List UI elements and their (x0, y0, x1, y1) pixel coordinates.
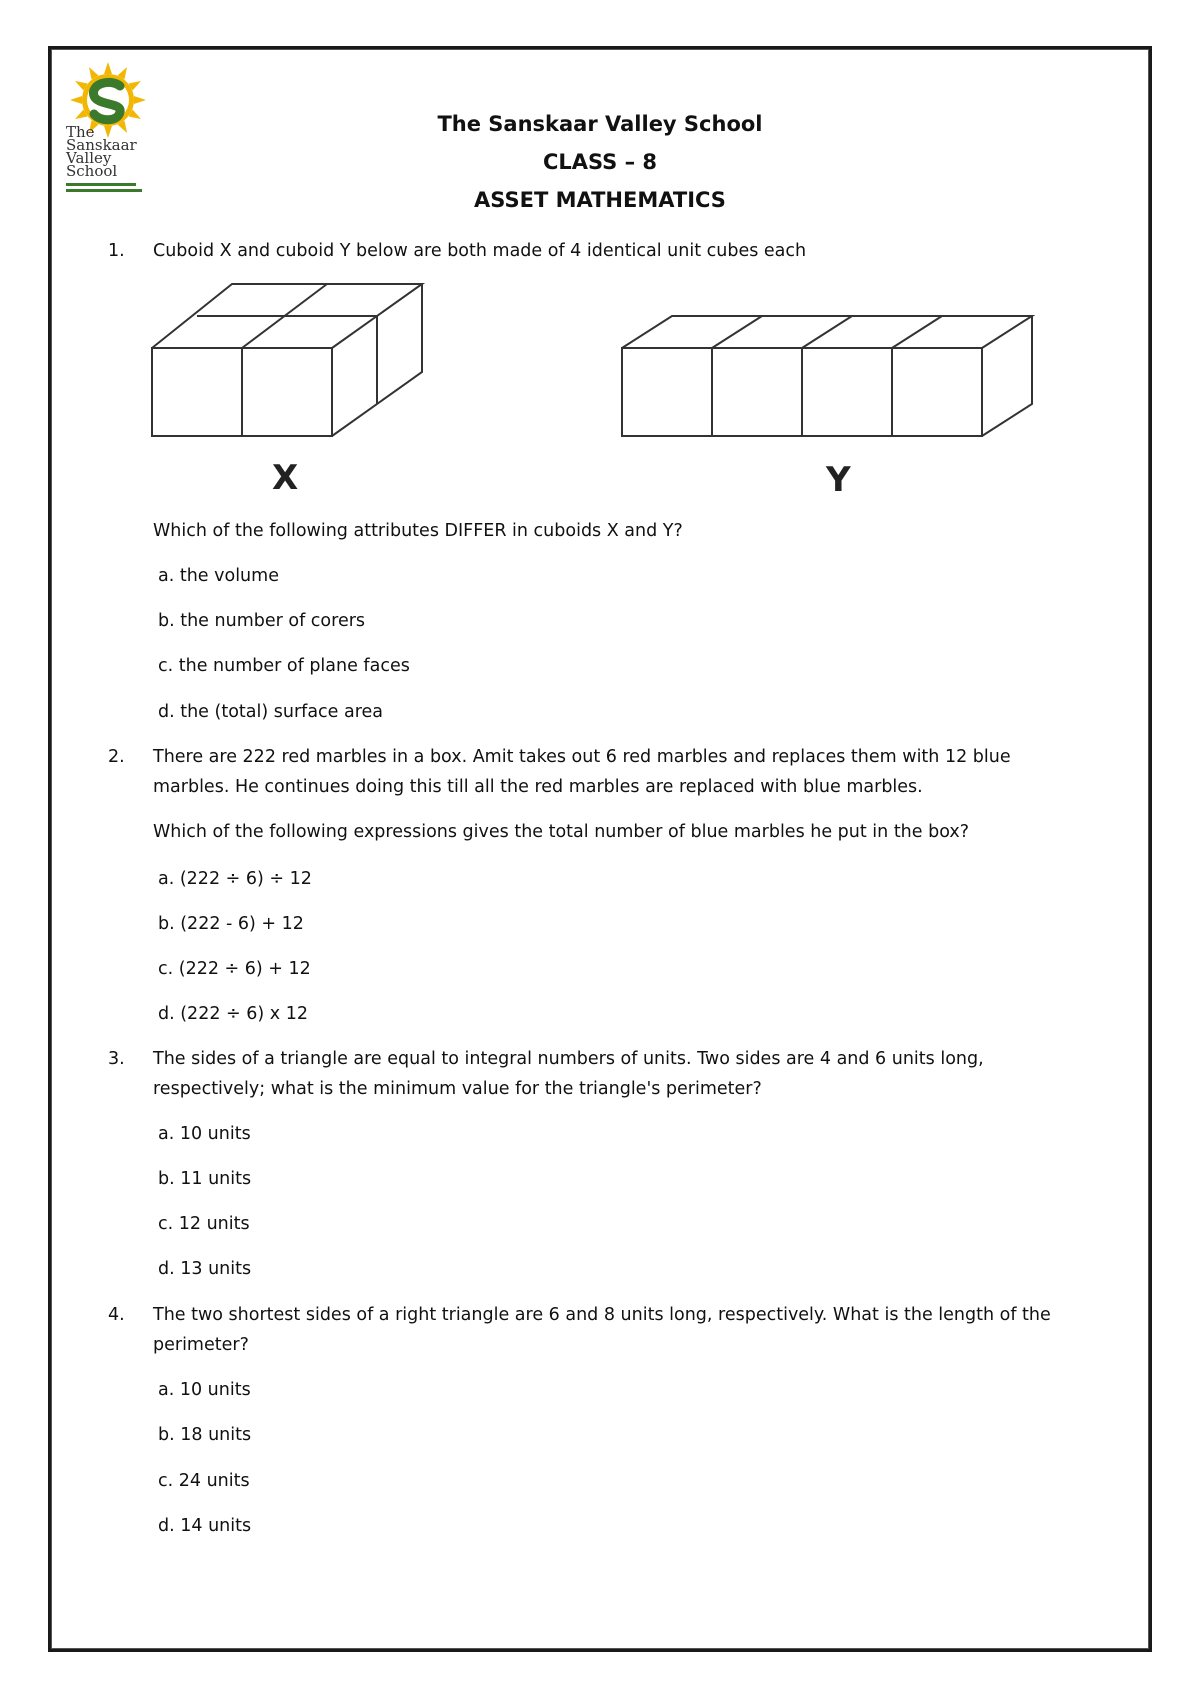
answer-option: c. 24 units (158, 1471, 250, 1491)
logo-line: Sanskaar (66, 136, 137, 154)
answer-option: a. 10 units (158, 1124, 251, 1144)
question-prompt: Which of the following attributes DIFFER in cuboids X and Y? (153, 521, 683, 541)
question-prompt: Which of the following expressions gives the total number of blue marbles he put in the box? (153, 822, 970, 842)
question-text-line: The two shortest sides of a right triangle are 6 and 8 units long, respectively. What is the length of the (153, 1305, 1051, 1325)
answer-option: a. the volume (158, 566, 279, 586)
logo-line: Valley (66, 149, 112, 167)
answer-option: d. (222 ÷ 6) x 12 (158, 1004, 308, 1024)
logo-line: The (66, 123, 95, 141)
logo-line: School (66, 162, 118, 180)
question-text-line: perimeter? (153, 1335, 249, 1355)
question-number: 3. (108, 1049, 125, 1069)
answer-option: b. (222 - 6) + 12 (158, 914, 304, 934)
question-number: 1. (108, 241, 125, 261)
answer-option: b. 11 units (158, 1169, 252, 1189)
answer-option: c. 12 units (158, 1214, 250, 1234)
school-title: The Sanskaar Valley School (437, 112, 763, 136)
answer-option: a. (222 ÷ 6) ÷ 12 (158, 869, 312, 889)
question-text-line: respectively; what is the minimum value for the triangle's perimeter? (153, 1079, 762, 1099)
answer-option: c. (222 ÷ 6) + 12 (158, 959, 311, 979)
question-text-line: marbles. He continues doing this till all the red marbles are replaced with blue marbles. (153, 777, 923, 797)
question-number: 4. (108, 1305, 125, 1325)
answer-option: b. the number of corers (158, 611, 366, 631)
cuboid-figure (140, 278, 1040, 438)
cuboid-x (152, 284, 422, 436)
class-title: CLASS – 8 (542, 150, 658, 174)
answer-option: d. the (total) surface area (158, 702, 384, 722)
question-text-line: The sides of a triangle are equal to integral numbers of units. Two sides are 4 and 6 units long, (153, 1049, 984, 1069)
question-number: 2. (108, 747, 125, 767)
answer-option: a. 10 units (158, 1380, 251, 1400)
question-text-line: There are 222 red marbles in a box. Amit takes out 6 red marbles and replaces them with 12 blue (153, 747, 1011, 767)
cuboid-x-label: X (272, 458, 299, 498)
answer-option: b. 18 units (158, 1425, 252, 1445)
cuboid-y (622, 316, 1032, 436)
subject-title: ASSET MATHEMATICS (474, 188, 726, 212)
answer-option: d. 13 units (158, 1259, 252, 1279)
question-text: Cuboid X and cuboid Y below are both made of 4 identical unit cubes each (153, 241, 807, 261)
cuboid-y-label: Y (826, 460, 851, 500)
answer-option: c. the number of plane faces (158, 656, 410, 676)
answer-option: d. 14 units (158, 1516, 252, 1536)
